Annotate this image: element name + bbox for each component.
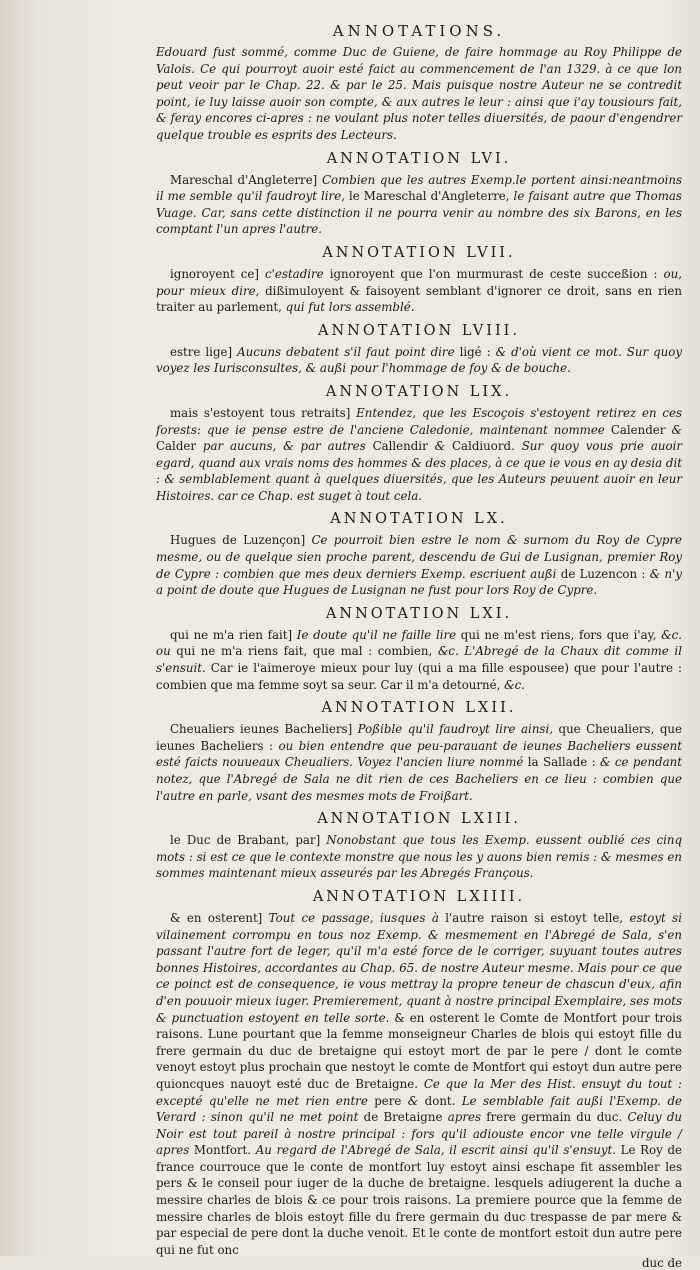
lemma: Le Roy de france courrouce que le conte de montfort luy estoyt ainsi eschape fit assembler les pers & le conseil pour iuger de la duche de bretaigne. lesquels adiugerent la duche a messire charles de blois & ce pour trois raisons. La premiere pource que la femme de messire charles de blois estoyt fille du frere germain du duc trespasse de par mere & par especial de pere dont la duche venoit. Et le conte de montfort estoit dun autre pere qui ne fut onc (156, 1143, 682, 1257)
annotation-body-lvii (156, 266, 682, 316)
lemma: Callendir (365, 439, 428, 454)
lemma: & en osterent le Comte de Montfort pour trois raisons. Lune pourtant que la femme monseigneur Charles de blois qui estoyt fille du frere germain du duc de bretaigne qui estoyt mort de par le pere / dont le comte venoyt estoyt plus prochain que nestoyt le comte de Montfort qui estoyt dun autre pere quioncques nauoyt esté duc de Bretaigne. (156, 1010, 682, 1091)
lemma: le Duc de Brabant, par] (170, 833, 321, 848)
lemma: Calder (156, 439, 197, 454)
catchword: duc de (641, 1256, 682, 1270)
lemma: Calender (604, 422, 666, 437)
annotation-heading-lxiii: ANNOTATION LXIII. (317, 811, 521, 828)
lemma: qui ne m'est riens, fors que i'ay, (456, 627, 657, 642)
lemma: Mareschal d'Angleterre] (170, 172, 318, 187)
lemma: dißimuloyent & faisoyent semblant d'ignorer ce droit, sans en rien traiter au parlement, (156, 283, 683, 315)
annotation-heading-lxiiii: ANNOTATION LXIIII. (312, 888, 526, 905)
lemma: qui ne m'a rien fait] (170, 627, 293, 642)
gloss: & (665, 422, 682, 437)
gloss: estoyt si vilainement corrompu en tous noz Exemp. & mesmement en l'Abregé de Sala, s'en passant l'autre fort de leger, qu'il m'a esté force de le corriger, suyuant toutes autres bonnes Histoires, accordantes au Chap. 65. de nostre Auteur mesme. Mais pour ce que ce poinct est de consequence, ie vous mettray la propre teneur de chascun d'eux, afin d'en pouuoir mieux iuger. Premierement, quant à nostre principal Exemplaire, ses mots & punctuation estoyent en telle sorte. (156, 910, 682, 1025)
gloss: Celuy du Noir est tout pareil à nostre principal : fors qu'il adiouste encor vne telle virgule / apres (156, 1110, 683, 1158)
lemma: pere (367, 1093, 402, 1108)
annotation-heading-lvi: ANNOTATION LVI. (326, 150, 512, 167)
gloss: Ce pourroit bien estre le nom & surnom du Roy de Cypre mesme, ou de quelque sien proche parent, descendu de Gui de Lusignan, premier Roy de Cypre : combien que mes deux derniers Exemp. escriuent außi (156, 533, 682, 581)
gloss: Poßible qu'il faudroyt lire ainsi, (352, 722, 554, 737)
annotation-body-lxi (156, 627, 682, 693)
annotation-heading-lx: ANNOTATION LX. (330, 511, 508, 528)
annotation-body-lxii (156, 721, 682, 804)
gloss: Sur quoy vous prie auoir egard, quand aux vrais noms des hommes & des places, à ce que ie vous en ay desia dit : & semblablement quant à quelques diuersités, que les Auteurs peuuent auoir en leur Histoires. car ce Chap. est suget à tout cela. (156, 439, 683, 503)
gloss: ou bien entendre que peu-parauant de ieunes Bacheliers eussent esté faicts nouueaux Cheualiers. Voyez l'ancien liure nommé (156, 738, 683, 770)
lemma: frere germain du duc. (481, 1110, 623, 1125)
lemma: ignoroyent que l'on murmurast de ceste succeßion : (323, 266, 658, 281)
lemma: Car ie l'aimeroye mieux pour luy (qui a ma fille espousee) que pour l'autre : combien que ma femme soyt sa seur. Car il m'a detourné, (156, 661, 682, 692)
annotation-heading-lxi: ANNOTATION LXI. (325, 605, 513, 622)
gloss: Aucuns debatent s'il faut point dire (232, 344, 455, 359)
annotation-heading-lvii: ANNOTATION LVII. (322, 244, 516, 261)
gloss: Ie doute qu'il ne faille lire (292, 627, 457, 642)
gloss: apres (442, 1110, 481, 1125)
lemma: Cheualiers ieunes Bacheliers] (170, 722, 353, 737)
lemma: l'autre raison si estoyt telle, (438, 910, 624, 925)
gloss: le faisant autre que Thomas Vuage. Car, sans cette distinction il ne pourra venir au nombre des six Barons, en les comptant l'un apres l'autre. (156, 189, 682, 237)
annotation-heading-lviii: ANNOTATION LVIII. (317, 322, 521, 339)
annotation-body-lx (156, 532, 682, 598)
lemma: estre lige] (170, 344, 233, 359)
annotation-heading-lxii: ANNOTATION LXII. (321, 700, 517, 717)
annotation-heading-lix: ANNOTATION LIX. (325, 383, 513, 400)
lemma: Caldiuord. (452, 439, 515, 454)
annotation-body-lviii (156, 344, 682, 377)
lemma: dont. (418, 1093, 456, 1108)
lemma: de Bretaigne (358, 1110, 443, 1125)
annotation-body-lvi (156, 172, 682, 238)
gloss: & ce pendant notez, que l'Abregé de Sala ne dit rien de ces Bacheliers en ce lieu : combien que l'autre en parle, vsant des mesmes mots de Froißart. (156, 755, 682, 803)
lemma: & en osterent] (170, 910, 263, 925)
lemma: Hugues de Luzençon] (170, 533, 306, 548)
lemma: ignoroyent ce] (170, 266, 259, 281)
gloss: par aucuns, & par autres (196, 439, 366, 454)
gloss: Tout ce passage, iusques à (262, 910, 439, 925)
lemma: mais s'estoyent tous retraits] (170, 405, 351, 420)
gloss: & (401, 1093, 419, 1108)
gloss: & d'où vient ce mot. Sur quoy voyez les Iurisconsultes, & außi pour l'hommage de foy & de bouche. (156, 344, 682, 376)
intro-gloss: Edouard fust sommé, comme Duc de Guiene, de faire hommage au Roy Philippe de Valois. Ce qui pourroyt auoir esté faict au commencement de l'an 1329. à ce que lon peut veoir par le Chap. 22. & par le 25. Mais puisque nostre Auteur ne se contredit point, ie luy laisse auoir son compte, & aux autres le leur : ainsi que i'ay tousiours fait, & feray encores ci-apres : ne voulant plus noter telles diuersités, de paour d'engendrer quelque trouble es esprits des Lecteurs. (156, 45, 682, 142)
intro-paragraph (156, 44, 682, 144)
lemma: Montfort. (189, 1143, 252, 1158)
gloss: &c. (500, 677, 525, 692)
gloss: c'estadire (259, 266, 324, 281)
lemma: , le Mareschal d'Angleterre, (341, 189, 510, 204)
gloss: &c. ou (156, 627, 682, 659)
gloss: qui fut lors assemblé. (281, 300, 415, 315)
running-head: ANNOTATIONS. (332, 22, 506, 40)
gloss: & n'y a point de doute que Hugues de Lusignan ne fust pour lors Roy de Cypre. (156, 566, 683, 598)
gloss: Combien que les autres Exemp.le portent ainsi:neantmoins il me semble qu'il faudroyt lire (156, 172, 682, 204)
gloss: & (427, 439, 453, 454)
annotation-body-lxiii (156, 832, 682, 882)
gloss: ou, pour mieux dire, (156, 266, 682, 298)
gloss: Au regard de l'Abregé de Sala, il escrit ainsi qu'il s'ensuyt. (251, 1143, 617, 1158)
lemma: que Cheualiers, que ieunes Bacheliers : (156, 722, 683, 753)
annotation-body-lix (156, 405, 682, 505)
lemma: de Luzencon : (556, 566, 646, 581)
gloss: Nonobstant que tous les Exemp. eussent oublié ces cinq mots : si est ce que le contexte monstre que nous les y auons bien remis : & mesmes en sommes maintenant mieux asseurés par les Abregés Françous. (156, 833, 682, 881)
gloss: Ce que la Mer des Hist. ensuyt du tout : excepté qu'elle ne met rien entre (156, 1076, 682, 1108)
annotation-body-lxiiii (156, 910, 682, 1258)
lemma: la Sallade : (523, 755, 596, 770)
gloss: Entendez, que les Escoçois s'estoyent retirez en ces forests: que ie pense estre de l'anciene Caledonie, maintenant nommee (156, 405, 682, 437)
gloss: Le semblable fait außi l'Exemp. de Verard : sinon qu'il ne met point (156, 1093, 682, 1125)
gloss: &c. L'Abregé de la Chaux dit comme il s'ensuit. (156, 644, 682, 676)
lemma: ligé : (454, 344, 491, 359)
lemma: qui ne m'a riens fait, que mal : combien, (170, 644, 433, 659)
